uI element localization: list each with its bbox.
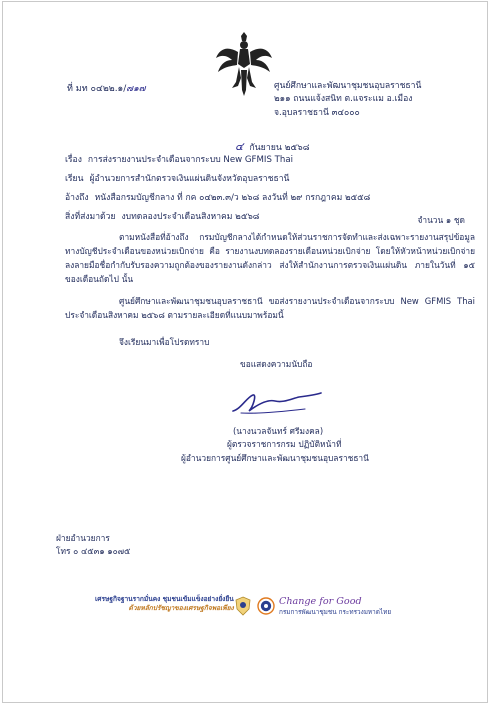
sender-line: ศูนย์ศึกษาและพัฒนาชุมชนอุบลราชธานี: [274, 81, 422, 91]
sender-line: ๒๑๑ ถนนแจ้งสนิท ต.แจระแม อ.เมือง: [274, 94, 413, 105]
department-contact: [56, 532, 130, 558]
letter-page: [2, 1, 488, 703]
signer-position: ผู้ตรวจราชการกรม ปฏิบัติหน้าที่: [227, 439, 342, 450]
enclosure-line: [65, 212, 259, 223]
signature-icon: [227, 387, 323, 417]
reference-label: อ้างถึง: [65, 193, 89, 203]
recipient-text: ผู้อำนวยการสำนักตรวจเงินแผ่นดินจังหวัดอุบลราชธานี: [89, 174, 290, 184]
document-number-label: ที่ มท ๐๔๒๒.๑/: [67, 84, 127, 94]
subject-label: เรื่อง: [65, 155, 82, 165]
crest-logo-icon: [234, 596, 252, 616]
signer-block: [181, 425, 369, 465]
footer-branding: [279, 596, 391, 617]
document-number: [67, 84, 146, 95]
footer-organization: กรมการพัฒนาชุมชน กระทรวงมหาดไทย: [279, 608, 392, 617]
enclosure-quantity: จำนวน ๑ ชุด: [417, 215, 465, 225]
signer-name: (นางนวลจันทร์ ศรีมงคล): [233, 426, 324, 436]
letter-date: [235, 140, 310, 154]
department-name: ฝ่ายอำนวยการ: [56, 533, 110, 543]
closing-regards: ขอแสดงความนับถือ: [240, 359, 313, 369]
department-phone: โทร ๐ ๔๕๓๑ ๑๐๗๕: [56, 546, 131, 557]
garuda-emblem-icon: [214, 32, 274, 96]
reference-line: [65, 193, 370, 204]
footer-motto-line-1: เศรษฐกิจฐานรากมั่นคง ชุมชนเข้มแข็งอย่างยั่งยืน: [95, 595, 234, 603]
subject-line: [65, 155, 293, 166]
footer-motto-line-2: ด้วยหลักปรัชญาของเศรษฐกิจพอเพียง: [128, 604, 234, 613]
date-month-year: กันยายน ๒๕๖๘: [249, 143, 310, 153]
enclosure-label: สิ่งที่ส่งมาด้วย: [65, 212, 116, 222]
subject-text: การส่งรายงานประจำเดือนจากระบบ New GFMIS Thai: [87, 155, 293, 165]
reference-text: หนังสือกรมบัญชีกลาง ที่ กค ๐๔๒๓.๓/ว ๒๖๘ ลงวันที่ ๒๙ กรกฎาคม ๒๕๕๘: [94, 193, 371, 203]
recipient-line: [65, 174, 289, 185]
sender-line: จ.อุบลราชธานี ๓๔๐๐๐: [274, 107, 360, 118]
body-paragraph-2: ศูนย์ศึกษาและพัฒนาชุมชนอุบลราชธานี ขอส่งรายงานประจำเดือนจากระบบ New GFMIS Thai ประจำเดือนสิงหาคม ๒๕๖๘ ตามรายละเอียดที่แนบมาพร้อมนี้: [65, 296, 475, 320]
cdd-logo-icon: [257, 596, 275, 616]
sender-address: [274, 80, 421, 120]
recipient-label: เรียน: [65, 174, 84, 184]
document-number-handwritten: ๗๑๗: [126, 84, 146, 94]
enclosure-text: งบทดลองประจำเดือนสิงหาคม ๒๕๖๘: [121, 212, 260, 222]
body-paragraph-1: ตามหนังสือที่อ้างถึง กรมบัญชีกลางได้กำหนดให้ส่วนราชการจัดทำและส่งเฉพาะรายงานสรุปข้อมูลทางบัญชีประจำเดือนของหน่วยเบิกจ่าย คือ รายงานงบทดลองรายเดือนหน่วยเบิกจ่าย โดยให้หัวหน้าหน่วยเบิกจ่ายลงลายมือชื่อกำกับรับรองความถูกต้องของรายงานดังกล่าว ส่งให้สำนักงานการตรวจเงินแผ่นดิน ภายในวันที่ ๑๕ ของเดือนถัดไป นั้น: [65, 232, 475, 284]
closing-request: จึงเรียนมาเพื่อโปรดทราบ: [119, 337, 210, 347]
footer-motto: [95, 595, 234, 613]
date-day-handwritten: ๔: [235, 140, 244, 153]
footer-slogan: Change for Good: [279, 596, 362, 607]
signer-position-2: ผู้อำนวยการศูนย์ศึกษาและพัฒนาชุมชนอุบลราชธานี: [181, 452, 369, 463]
